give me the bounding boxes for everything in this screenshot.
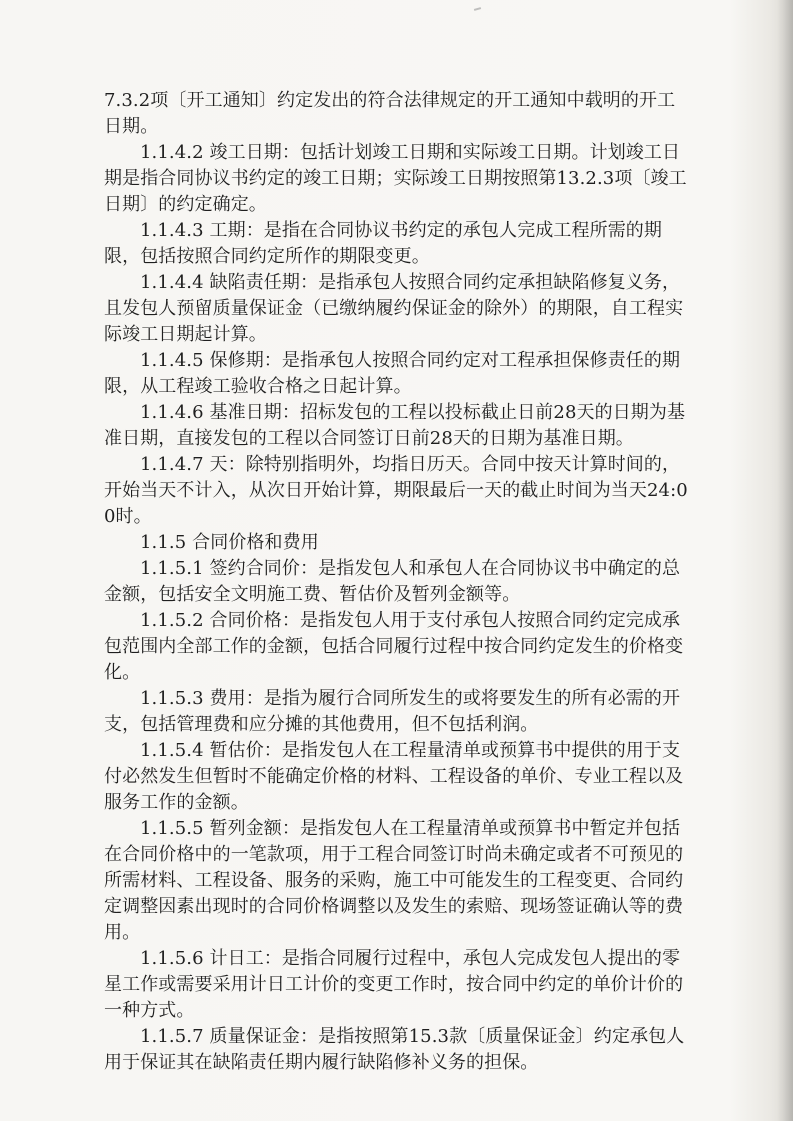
document-body (104, 88, 693, 1076)
paragraph-1-1-5-3: 1.1.5.3 费用：是指为履行合同所发生的或将要发生的所有必需的开支，包括管理费和应分摊的其他费用，但不包括利润。 (104, 688, 681, 735)
paragraph-1-1-5-7: 1.1.5.7 质量保证金：是指按照第15.3款〔质量保证金〕约定承包人用于保证其在缺陷责任期内履行缺陷修补义务的担保。 (104, 1026, 685, 1073)
paragraph-1-1-4-3: 1.1.4.3 工期：是指在合同协议书约定的承包人完成工程所需的期限，包括按照合同约定所作的期限变更。 (104, 220, 662, 267)
paragraph-continued-start-date: 7.3.2项〔开工通知〕约定发出的符合法律规定的开工通知中载明的开工日期。 (104, 90, 676, 137)
paragraph-1-1-4-7: 1.1.4.7 天：除特别指明外，均指日历天。合同中按天计算时间的，开始当天不计入，从次日开始计算，期限最后一天的截止时间为当天24:00时。 (104, 454, 688, 527)
section-heading-1-1-5: 1.1.5 合同价格和费用 (140, 532, 319, 553)
paragraph-1-1-5-6: 1.1.5.6 计日工：是指合同履行过程中，承包人完成发包人提出的零星工作或需要采用计日工计价的变更工作时，按合同中约定的单价计价的一种方式。 (104, 948, 684, 1021)
paragraph-1-1-5-4: 1.1.5.4 暂估价：是指发包人在工程量清单或预算书中提供的用于支付必然发生但暂时不能确定价格的材料、工程设备的单价、专业工程以及服务工作的金额。 (104, 740, 684, 813)
page-mark (474, 7, 481, 11)
paragraph-1-1-4-2: 1.1.4.2 竣工日期：包括计划竣工日期和实际竣工日期。计划竣工日期是指合同协议书约定的竣工日期；实际竣工日期按照第13.2.3项〔竣工日期〕的约定确定。 (104, 142, 687, 215)
paragraph-1-1-4-5: 1.1.4.5 保修期：是指承包人按照合同约定对工程承担保修责任的期限，从工程竣工验收合格之日起计算。 (104, 350, 681, 397)
paragraph-1-1-5-5: 1.1.5.5 暂列金额：是指发包人在工程量清单或预算书中暂定并包括在合同价格中的一笔款项，用于工程合同签订时尚未确定或者不可预见的所需材料、工程设备、服务的采购，施工中可能发生的工程变更、合同约定调整因素出现时的合同价格调整以及发生的索赔、现场签证确认等的费用。 (104, 818, 684, 943)
paragraph-1-1-4-4: 1.1.4.4 缺陷责任期：是指承包人按照合同约定承担缺陷修复义务，且发包人预留质量保证金（已缴纳履约保证金的除外）的期限，自工程实际竣工日期起计算。 (104, 272, 684, 345)
paragraph-1-1-5-2: 1.1.5.2 合同价格：是指发包人用于支付承包人按照合同约定完成承包范围内全部工作的金额，包括合同履行过程中按合同约定发生的价格变化。 (104, 610, 684, 683)
paragraph-1-1-5-1: 1.1.5.1 签约合同价：是指发包人和承包人在合同协议书中确定的总金额，包括安全文明施工费、暂估价及暂列金额等。 (104, 558, 681, 605)
page-edge-shadow (777, 0, 793, 1121)
paragraph-1-1-4-6: 1.1.4.6 基准日期：招标发包的工程以投标截止日前28天的日期为基准日期，直接发包的工程以合同签订日前28天的日期为基准日期。 (104, 402, 686, 449)
